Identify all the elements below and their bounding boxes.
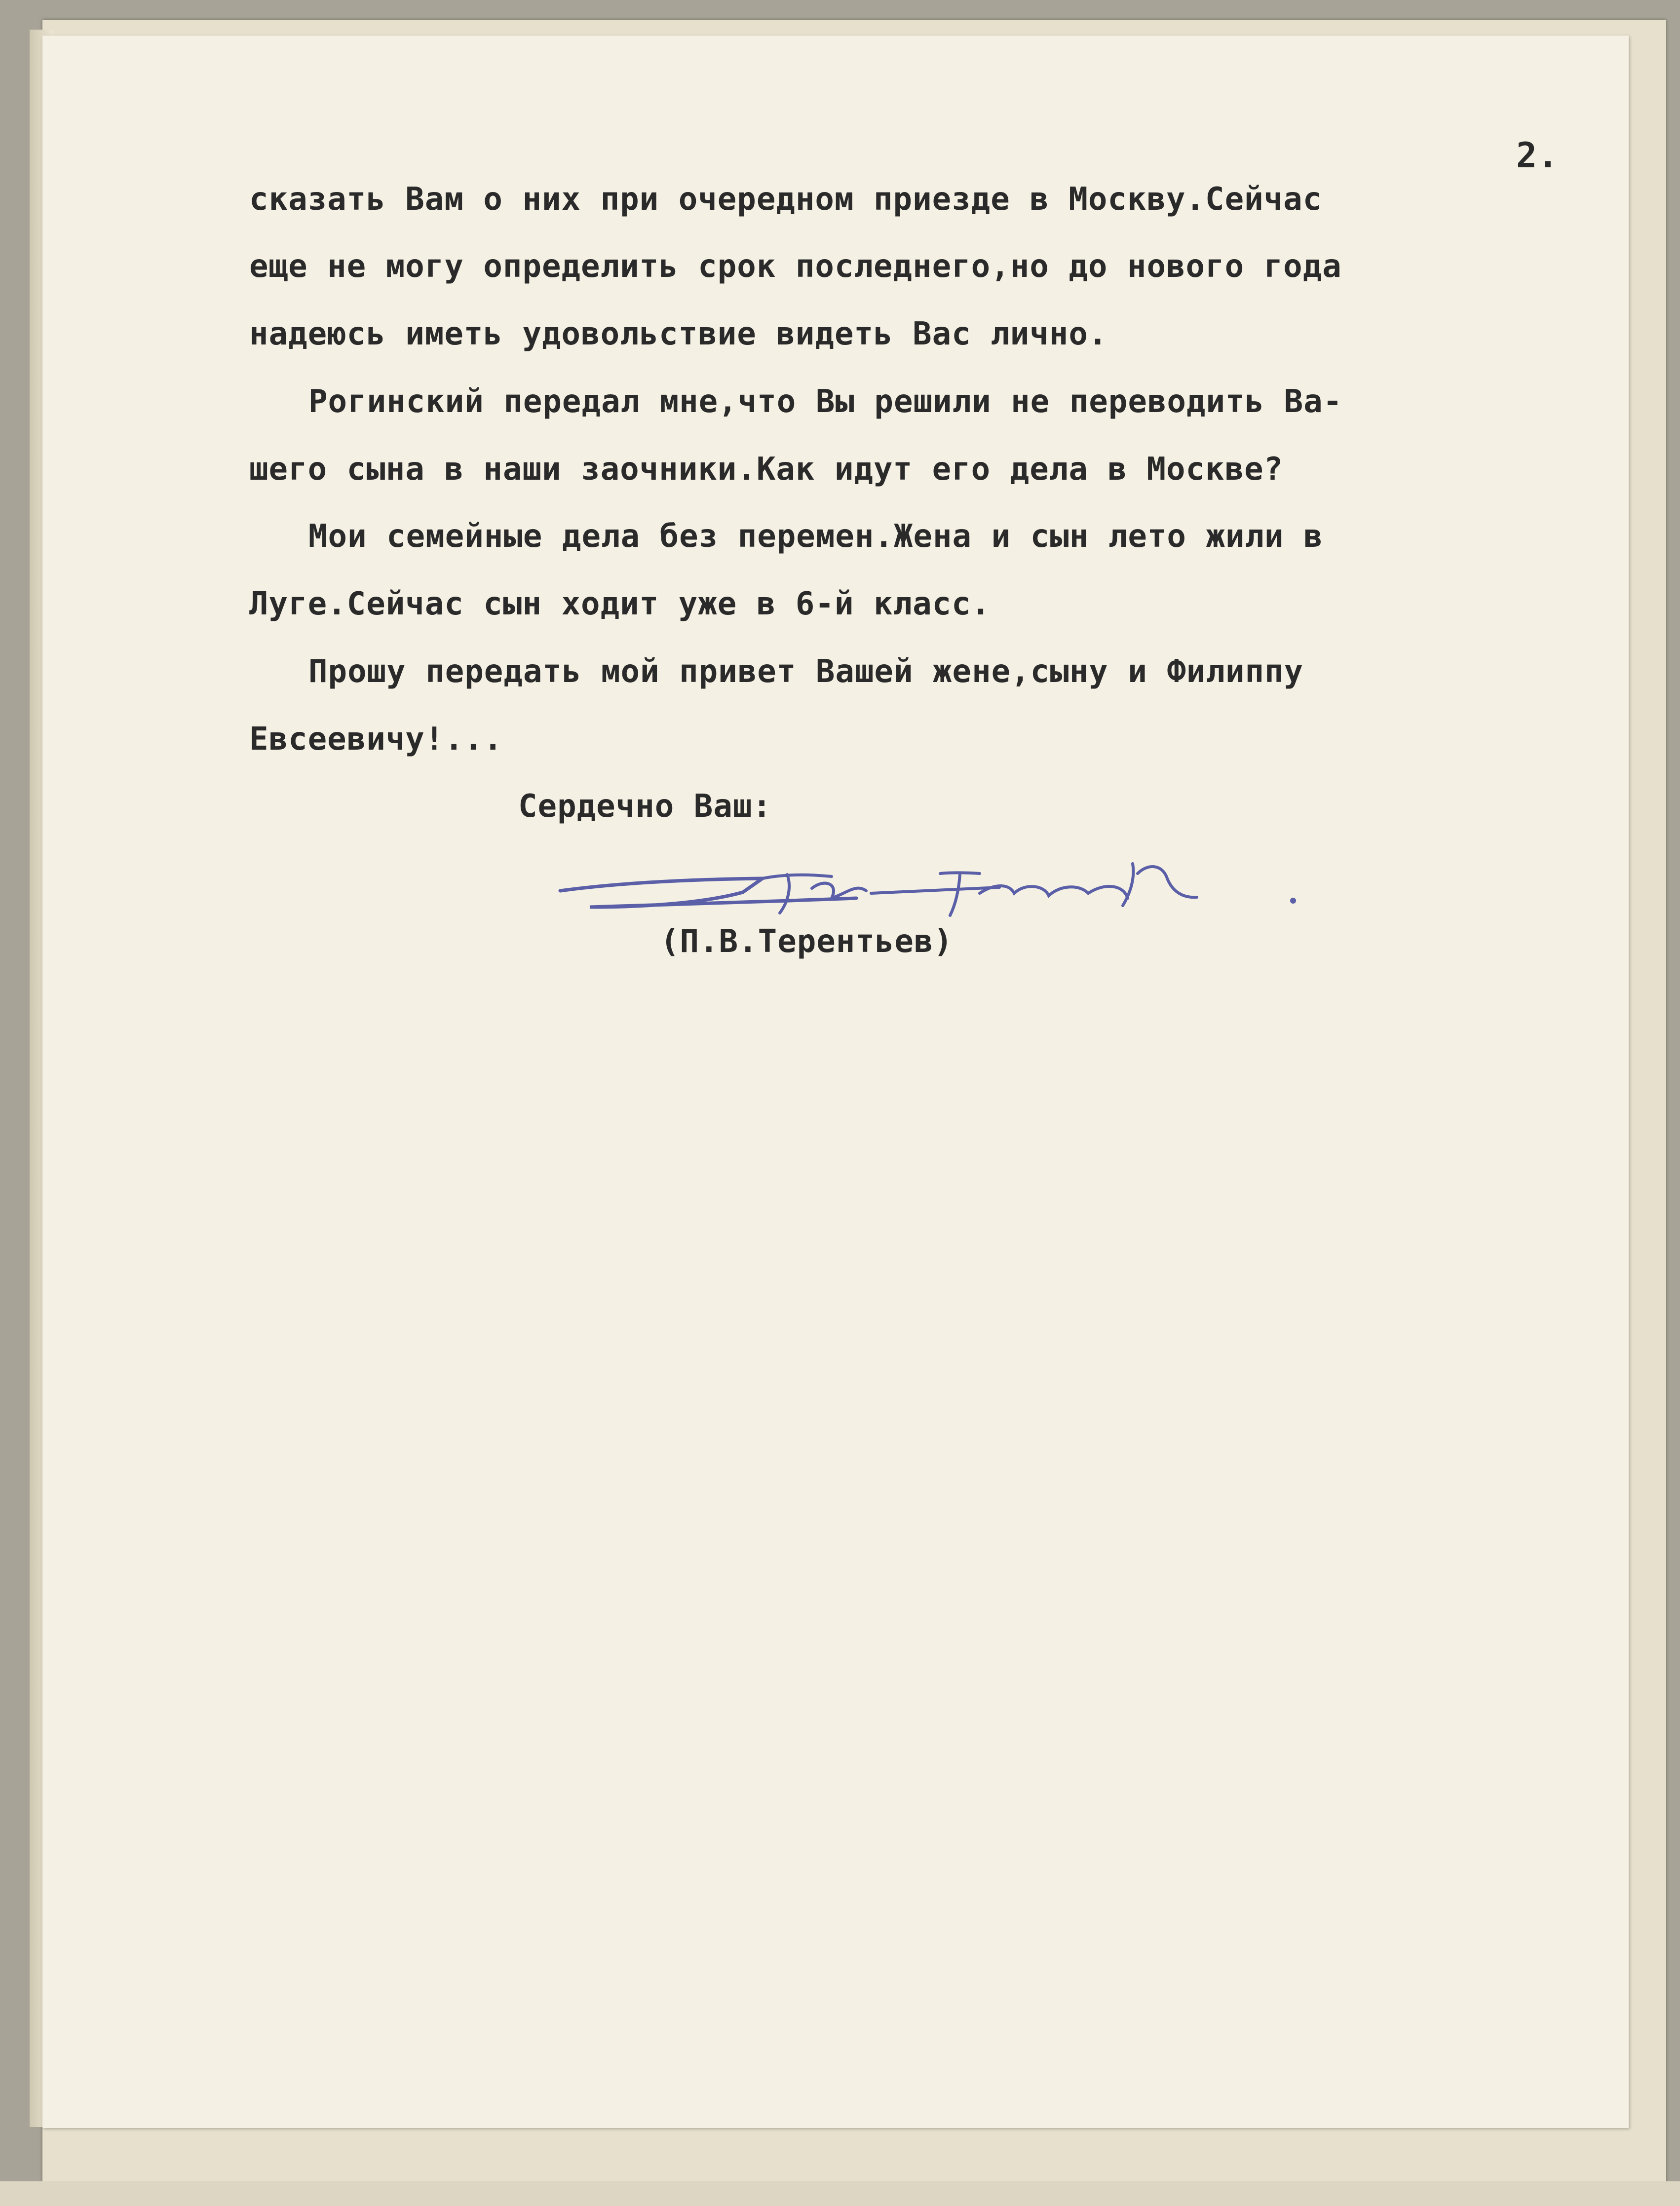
text-line-4: Рогинский передал мне,что Вы решили не переводить Ва- [308,383,1343,420]
text-line-2: еще не могу определить срок последнего,но до нового года [249,248,1342,285]
text-line-1: сказать Вам о них при очередном приезде в Москву.Сейчас [249,181,1323,218]
closing-salutation: Сердечно Ваш: [518,788,772,825]
handwritten-signature [555,844,1315,923]
text-line-8: Прошу передать мой привет Вашей жене,сыну и Филиппу [308,653,1304,690]
text-line-3: надеюсь иметь удовольствие видеть Вас лично. [249,316,1108,352]
text-line-9: Евсеевичу!... [249,721,503,758]
text-line-7: Луге.Сейчас сын ходит уже в 6-й класс. [249,586,991,622]
typed-signature-name: (П.В.Терентьев) [660,923,953,960]
text-line-6: Мои семейные дела без перемен.Жена и сын лето жили в [308,518,1323,555]
paper-bottom-strip [0,2181,1680,2206]
page-number: 2. [1516,135,1559,176]
text-line-5: шего сына в наши заочники.Как идут его дела в Москве? [249,451,1284,488]
